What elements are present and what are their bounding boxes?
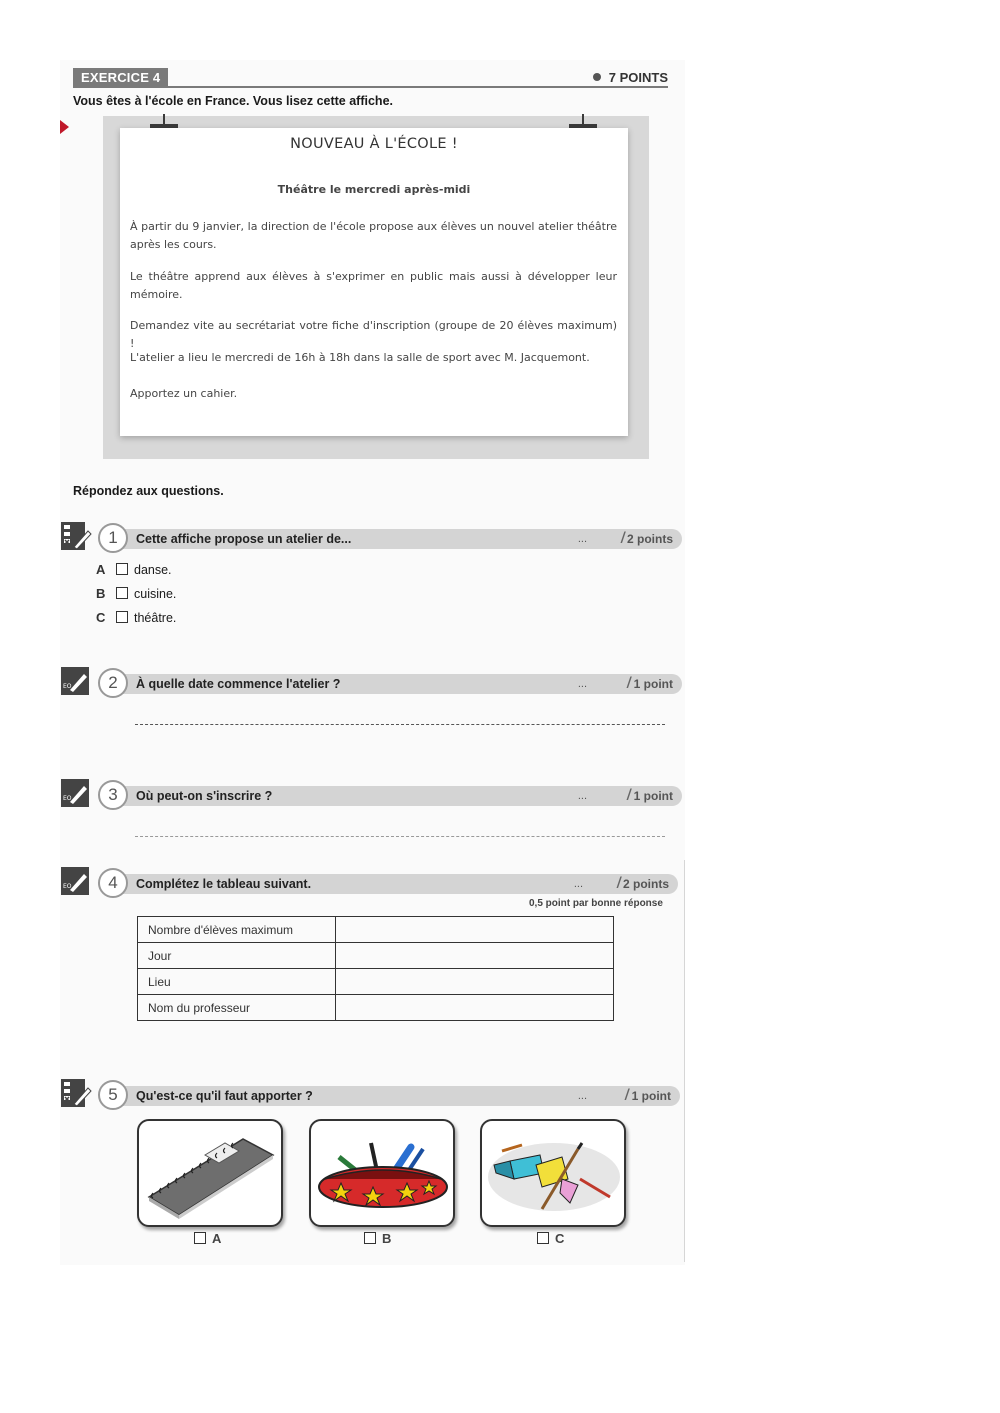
- poster-paragraph: Le théâtre apprend aux élèves à s'exprimer en public mais aussi à développer leur mémoire.: [130, 270, 617, 301]
- exercise-instruction: Vous êtes à l'école en France. Vous lisez cette affiche.: [73, 94, 393, 108]
- option-letter: B: [382, 1231, 392, 1246]
- question-3: [60, 778, 685, 812]
- question-number: 4: [98, 868, 128, 898]
- poster-paragraph: Demandez vite au secrétariat votre fiche d'inscription (groupe de 20 élèves maximum) !: [130, 319, 617, 350]
- score-placeholder: ...: [577, 533, 587, 545]
- question-text: Qu'est-ce qu'il faut apporter ?: [136, 1089, 313, 1103]
- pin-icon: [150, 114, 178, 128]
- row-label: Jour: [138, 943, 336, 969]
- question-points: [627, 675, 673, 693]
- svg-text:EO: EO: [63, 883, 72, 890]
- image-option-c[interactable]: [480, 1119, 626, 1227]
- question-points-text: 1 point: [633, 789, 673, 803]
- score-placeholder: ...: [577, 1090, 587, 1102]
- answer-line[interactable]: [135, 836, 665, 837]
- paint-tubes-icon: [482, 1121, 624, 1225]
- question-points-text: 1 point: [631, 1089, 671, 1103]
- question-number: 3: [98, 780, 128, 810]
- option-letter: A: [212, 1231, 222, 1246]
- exercise-header: [73, 68, 668, 90]
- option-text: danse.: [134, 563, 172, 577]
- question-4: [60, 866, 685, 900]
- exercise-label: EXERCICE 4: [73, 68, 168, 88]
- slash-glyph: /: [620, 530, 626, 547]
- tick-and-pencil-icon: [60, 1078, 92, 1108]
- poster-title: NOUVEAU À L'ÉCOLE !: [290, 136, 458, 152]
- bullet-icon: [593, 73, 601, 81]
- option-letter: C: [96, 610, 106, 625]
- checkbox[interactable]: [116, 611, 128, 623]
- image-option-a-label[interactable]: [194, 1231, 221, 1246]
- image-option-c-label[interactable]: [537, 1231, 564, 1246]
- row-label: Nombre d'élèves maximum: [138, 917, 336, 943]
- option-a[interactable]: [96, 561, 172, 579]
- option-letter: B: [96, 586, 106, 601]
- svg-text:EO: EO: [63, 683, 72, 690]
- question-points-text: 2 points: [622, 877, 669, 891]
- row-label: Lieu: [138, 969, 336, 995]
- question-5: [60, 1078, 685, 1112]
- checkbox[interactable]: [116, 587, 128, 599]
- question-points: [625, 1087, 671, 1105]
- question-points: [617, 875, 669, 893]
- score-placeholder: ...: [577, 678, 587, 690]
- option-text: cuisine.: [134, 587, 177, 601]
- pencil-writing-icon: [60, 866, 92, 896]
- question-number: 5: [98, 1080, 128, 1110]
- question-text: Où peut-on s'inscrire ?: [136, 789, 273, 803]
- image-option-b-label[interactable]: [364, 1231, 391, 1246]
- table-row: [138, 943, 614, 969]
- row-label: Nom du professeur: [138, 995, 336, 1021]
- slash-glyph: /: [616, 875, 622, 892]
- poster: [120, 128, 628, 436]
- image-option-a[interactable]: [137, 1119, 283, 1227]
- table-row: [138, 969, 614, 995]
- image-option-b[interactable]: [309, 1119, 455, 1227]
- option-letter: A: [96, 562, 106, 577]
- score-placeholder: ...: [577, 790, 587, 802]
- answer-cell[interactable]: [336, 943, 614, 969]
- question-number: 2: [98, 668, 128, 698]
- checkbox[interactable]: [194, 1232, 206, 1244]
- red-marker-icon: [60, 120, 69, 134]
- checkbox[interactable]: [116, 563, 128, 575]
- slash-glyph: /: [626, 787, 633, 804]
- pencil-writing-icon: [60, 778, 92, 808]
- exercise-points: [593, 70, 668, 85]
- question-points-text: 2 points: [626, 532, 673, 546]
- answer-instruction: Répondez aux questions.: [73, 484, 224, 498]
- option-c[interactable]: [96, 609, 176, 627]
- answer-line[interactable]: [135, 724, 665, 725]
- question-points-text: 1 point: [633, 677, 673, 691]
- question-2: [60, 666, 685, 700]
- answer-cell[interactable]: [336, 917, 614, 943]
- answer-cell[interactable]: [336, 995, 614, 1021]
- question-text: Complétez le tableau suivant.: [136, 877, 312, 891]
- option-b[interactable]: [96, 585, 176, 603]
- option-letter: C: [555, 1231, 565, 1246]
- scoring-note: 0,5 point par bonne réponse: [529, 898, 663, 909]
- question-points: [621, 530, 673, 548]
- pin-icon: [569, 114, 597, 128]
- score-placeholder: ...: [573, 878, 583, 890]
- slash-glyph: /: [626, 675, 633, 692]
- question-1: [60, 521, 685, 555]
- poster-subtitle: Théâtre le mercredi après-midi: [277, 183, 471, 196]
- tick-and-pencil-icon: [60, 521, 92, 551]
- pencil-writing-icon: [60, 666, 92, 696]
- poster-paragraph: Apportez un cahier.: [130, 387, 238, 400]
- table-row: [138, 917, 614, 943]
- table-row: [138, 995, 614, 1021]
- question-points: [627, 787, 673, 805]
- poster-paragraph: À partir du 9 janvier, la direction de l'école propose aux élèves un nouvel atelier théâtre après les cours.: [130, 220, 617, 251]
- option-text: théâtre.: [134, 611, 177, 625]
- poster-paragraph: L'atelier a lieu le mercredi de 16h à 18h dans la salle de sport avec M. Jacquemont.: [130, 351, 590, 364]
- pencil-case-icon: [311, 1121, 453, 1225]
- svg-text:EO: EO: [63, 795, 72, 802]
- question-number: 1: [98, 523, 128, 553]
- answer-cell[interactable]: [336, 969, 614, 995]
- question-text: À quelle date commence l'atelier ?: [136, 677, 341, 691]
- answer-table: [137, 916, 614, 1021]
- question-text: Cette affiche propose un atelier de...: [136, 532, 352, 546]
- notebook-icon: [139, 1121, 281, 1225]
- page-edge-line: [684, 860, 685, 1262]
- checkbox[interactable]: [537, 1232, 549, 1244]
- checkbox[interactable]: [364, 1232, 376, 1244]
- exercise-points-text: 7 POINTS: [608, 70, 668, 85]
- slash-glyph: /: [624, 1087, 631, 1104]
